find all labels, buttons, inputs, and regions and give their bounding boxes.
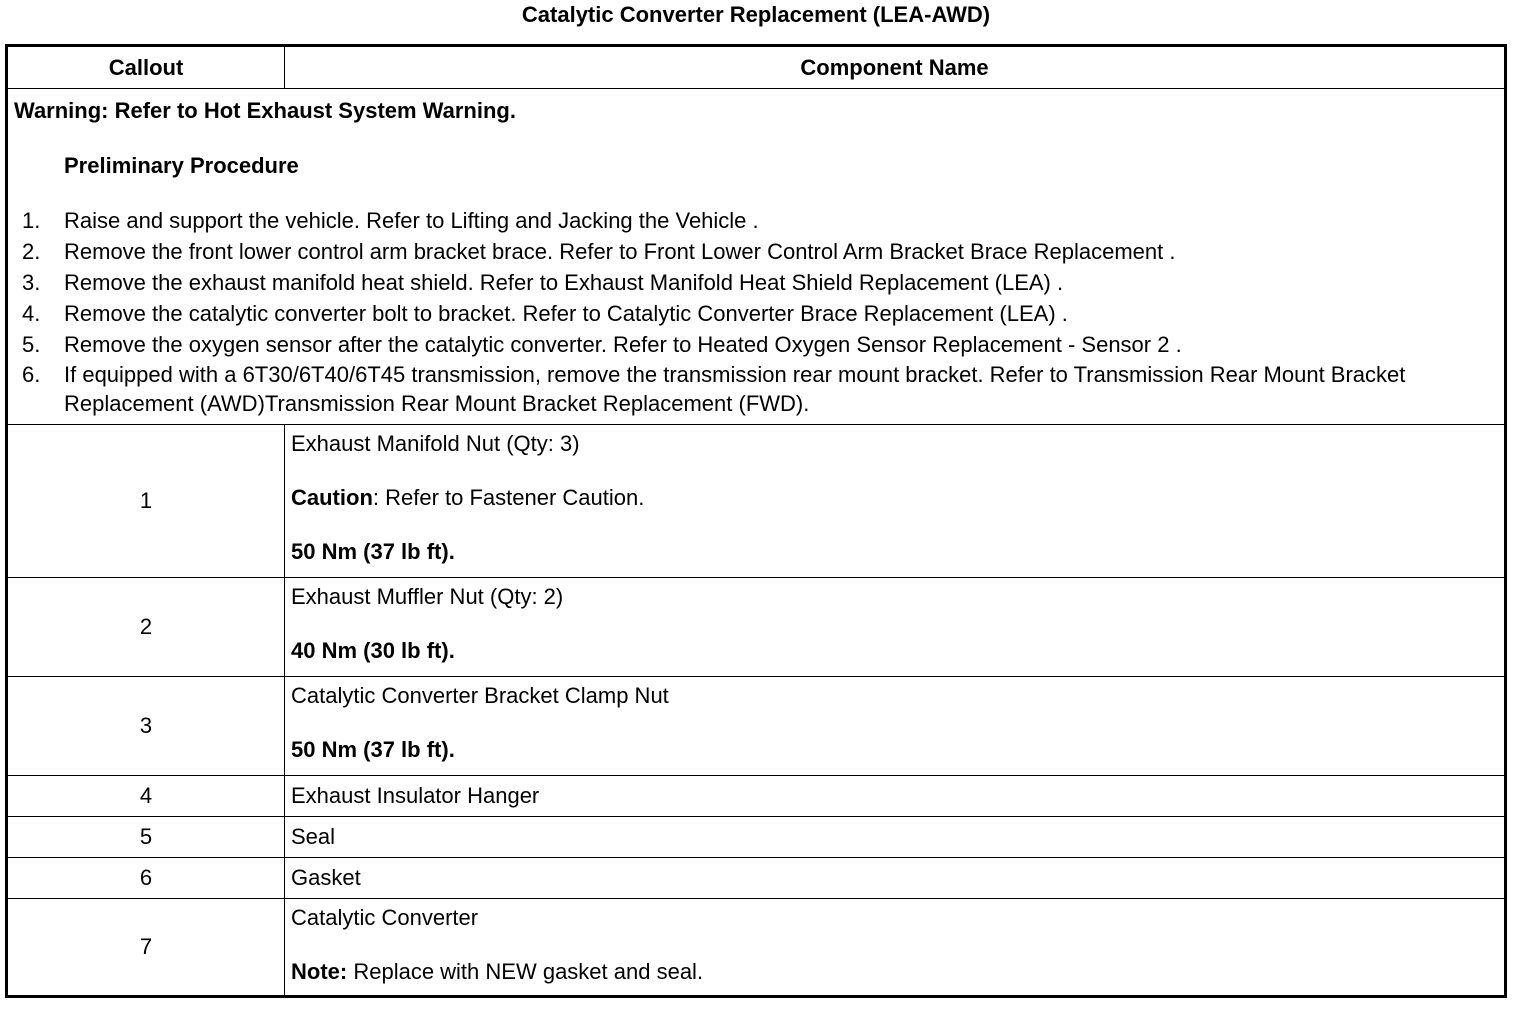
procedure-steps <box>14 205 1498 418</box>
callout-column-header: Callout <box>7 46 285 89</box>
step-text: Remove the exhaust manifold heat shield. Refer to Exhaust Manifold Heat Shield Replacement (LEA) . <box>64 270 1064 295</box>
step-text: If equipped with a 6T30/6T40/6T45 transmission, remove the transmission rear mount bracket. Refer to Transmission Rear Mount Bracket Replacement (AWD)Transmission Rear Mount Bracket Replacement (FWD). <box>64 362 1406 416</box>
component-column-header: Component Name <box>285 46 1506 89</box>
table-row <box>7 578 1506 677</box>
note-text: Replace with NEW gasket and seal. <box>347 959 704 984</box>
component-cell <box>285 425 1506 578</box>
step-text: Remove the catalytic converter bolt to bracket. Refer to Catalytic Converter Brace Replacement (LEA) . <box>64 301 1068 326</box>
table-row <box>7 817 1506 858</box>
component-cell <box>285 677 1506 776</box>
callout-number: 1 <box>7 425 285 578</box>
step-number: 5. <box>22 332 41 357</box>
callout-number: 6 <box>7 858 285 899</box>
caution-line <box>291 485 1498 511</box>
step-item <box>14 329 1498 360</box>
component-name: Exhaust Muffler Nut (Qty: 2) <box>291 584 564 609</box>
step-number: 4. <box>22 301 41 326</box>
preliminary-row <box>7 89 1506 425</box>
note-label: Note: <box>291 959 348 984</box>
callout-number: 3 <box>7 677 285 776</box>
table-row <box>7 858 1506 899</box>
step-item <box>14 360 1498 418</box>
step-number: 6. <box>22 362 41 387</box>
step-number: 2. <box>22 239 41 264</box>
warning-text: Warning: Refer to Hot Exhaust System Warning. <box>14 98 516 123</box>
callout-number: 2 <box>7 578 285 677</box>
step-number: 3. <box>22 270 41 295</box>
component-cell <box>285 899 1506 997</box>
caution-text: : Refer to Fastener Caution. <box>372 485 645 510</box>
preliminary-heading: Preliminary Procedure <box>64 153 299 178</box>
callout-table <box>5 44 1507 998</box>
step-number: 1. <box>22 208 41 233</box>
table-row <box>7 899 1506 997</box>
torque-spec: 40 Nm (30 lb ft). <box>291 638 455 663</box>
step-text: Remove the oxygen sensor after the catalytic converter. Refer to Heated Oxygen Sensor Replacement - Sensor 2 . <box>64 332 1182 357</box>
table-row <box>7 776 1506 817</box>
callout-number: 7 <box>7 899 285 997</box>
preliminary-cell <box>7 89 1506 425</box>
component-name: Seal <box>285 817 1506 858</box>
step-item <box>14 267 1498 298</box>
page-title: Catalytic Converter Replacement (LEA-AWD) <box>521 2 991 27</box>
note-line <box>291 959 1498 985</box>
step-item <box>14 298 1498 329</box>
callout-number: 4 <box>7 776 285 817</box>
caution-label: Caution <box>291 485 373 510</box>
component-name: Exhaust Manifold Nut (Qty: 3) <box>291 431 580 456</box>
step-item <box>14 205 1498 236</box>
step-item <box>14 236 1498 267</box>
callout-number: 5 <box>7 817 285 858</box>
component-name: Catalytic Converter Bracket Clamp Nut <box>291 683 669 708</box>
component-name: Catalytic Converter <box>291 905 479 930</box>
table-header-row <box>7 46 1506 89</box>
component-name: Gasket <box>285 858 1506 899</box>
step-text: Remove the front lower control arm bracket brace. Refer to Front Lower Control Arm Bracket Brace Replacement . <box>64 239 1176 264</box>
component-cell <box>285 578 1506 677</box>
torque-spec: 50 Nm (37 lb ft). <box>291 737 455 762</box>
step-text: Raise and support the vehicle. Refer to Lifting and Jacking the Vehicle . <box>64 208 759 233</box>
table-row <box>7 677 1506 776</box>
component-name: Exhaust Insulator Hanger <box>285 776 1506 817</box>
table-row <box>7 425 1506 578</box>
torque-spec: 50 Nm (37 lb ft). <box>291 539 455 564</box>
